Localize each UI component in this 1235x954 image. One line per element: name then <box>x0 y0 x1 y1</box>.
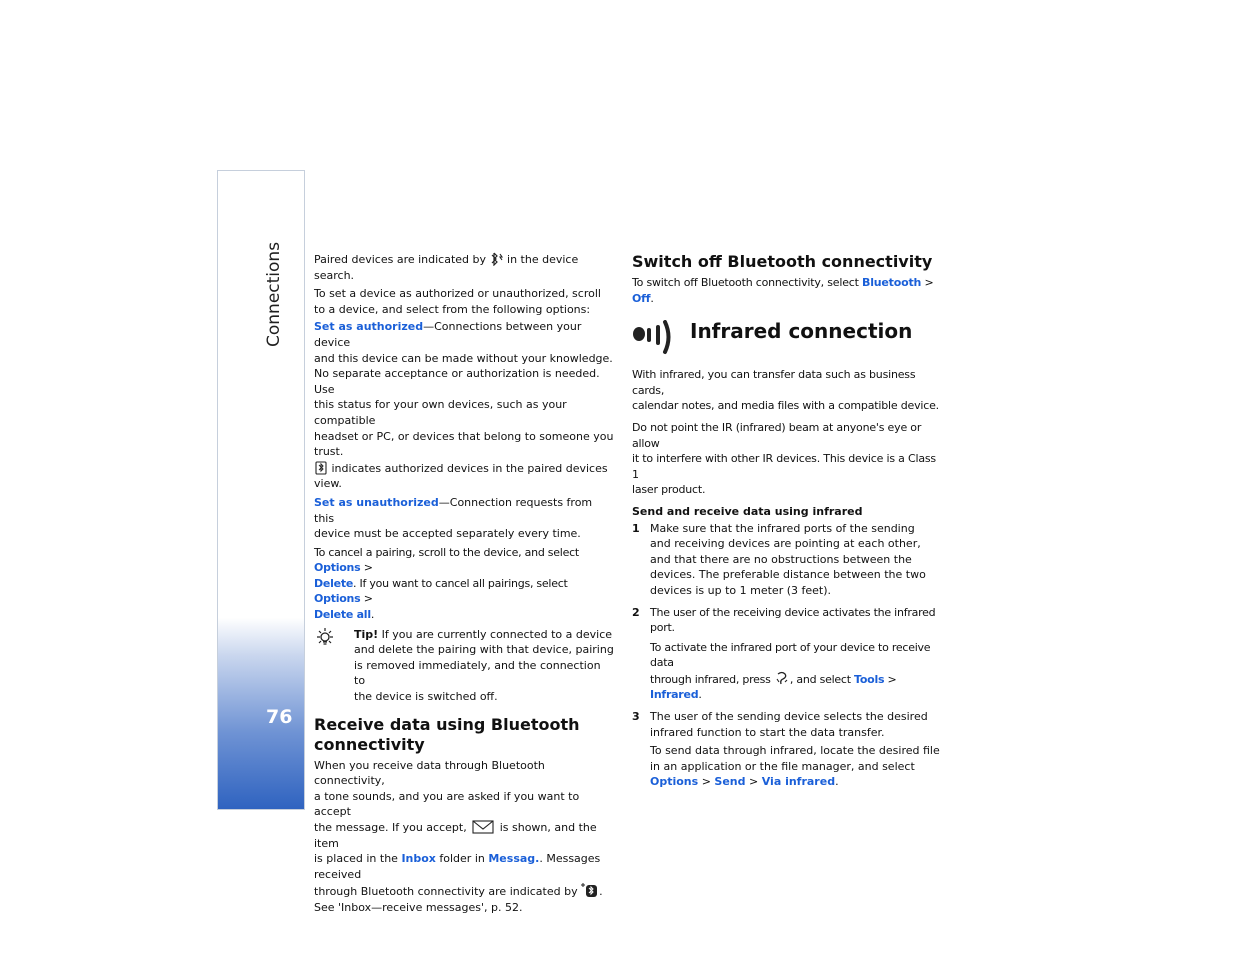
tip-box: Tip! If you are currently connected to a device and delete the pairing with that device, pairing is removed immediately, and the connection to the device is switched off. <box>314 627 614 705</box>
step-1: 1 Make sure that the infrared ports of the sending and receiving devices are pointing at each other, and that there are no obstructions between the devices. The preferable distance between the two devices is up to 1 meter (3 feet). <box>632 521 926 597</box>
cancel-pairing-paragraph: To cancel a pairing, scroll to the device, and select Options > Delete. If you want to cancel all pairings, select Options > Delete all. <box>314 545 579 622</box>
infrared-warning: Do not point the IR (infrared) beam at anyone's eye or allow it to interfere with other IR devices. This device is a Class 1 laser product. <box>632 420 936 497</box>
delete-link[interactable]: Delete <box>314 576 354 590</box>
receive-data-paragraph: When you receive data through Bluetooth connectivity, a tone sounds, and you are asked if you want to accept the message. If you accept, is shown, and the item is placed in the Inbox folder in Messag.. Messages received through Bluetooth connectivity are indicated by . See 'Inbox—receive messages', p. 52. <box>314 758 603 914</box>
paired-device-icon <box>490 252 504 266</box>
infrared-intro: With infrared, you can transfer data such as business cards, calendar notes, and media files with a compatible device. <box>632 368 939 413</box>
infrared-heading-row <box>632 318 942 358</box>
options-link-ir[interactable]: Options <box>650 775 699 789</box>
page-number: 76 <box>266 706 293 728</box>
envelope-icon <box>470 820 496 834</box>
infrared-heading: Infrared connection <box>690 319 913 344</box>
right-column <box>632 252 942 790</box>
step-2: 2 The user of the receiving device activates the infrared port. To activate the infrared port of your device to receive data through infrared, press , and select Tools > Infrared. <box>632 605 936 702</box>
via-infrared-link[interactable]: Via infrared <box>761 775 836 789</box>
send-link[interactable]: Send <box>714 775 746 789</box>
set-unauthorized-link[interactable]: Set as unauthorized <box>314 495 439 509</box>
menu-key-icon <box>774 671 790 686</box>
set-unauthorized-paragraph: Set as unauthorized—Connection requests from this device must be accepted separately every time. <box>314 495 593 541</box>
step-3: 3 The user of the sending device selects the desired infrared function to start the data transfer. To send data through infrared, locate the desired file in an application or the file manager, and select Options > Send > Via infrared. <box>632 710 940 789</box>
tip-lightbulb-icon <box>314 627 336 649</box>
switch-off-heading: Switch off Bluetooth connectivity <box>632 252 933 271</box>
inbox-link[interactable]: Inbox <box>401 852 436 866</box>
off-link[interactable]: Off <box>632 291 651 305</box>
options-link[interactable]: Options <box>314 561 361 575</box>
switch-off-paragraph: To switch off Bluetooth connectivity, select Bluetooth > Off. <box>632 276 934 305</box>
left-column <box>314 252 614 916</box>
messaging-link[interactable]: Messag. <box>488 852 540 866</box>
authorize-intro: To set a device as authorized or unauthorized, scroll to a device, and select from the following options: <box>314 287 601 316</box>
infrared-link[interactable]: Infrared <box>650 688 699 702</box>
options-link-2[interactable]: Options <box>314 592 361 606</box>
authorized-device-icon <box>314 460 328 475</box>
tools-link[interactable]: Tools <box>854 672 885 686</box>
bluetooth-message-icon <box>581 882 599 898</box>
chapter-title: Connections <box>264 241 284 347</box>
send-receive-subheading: Send and receive data using infrared <box>632 504 863 518</box>
paired-devices-paragraph: Paired devices are indicated by in the device search. <box>314 253 579 282</box>
infrared-icon <box>632 320 678 356</box>
set-authorized-link[interactable]: Set as authorized <box>314 320 424 334</box>
receive-data-heading: Receive data using Bluetooth connectivity <box>314 714 580 754</box>
bluetooth-link[interactable]: Bluetooth <box>862 276 922 289</box>
delete-all-link[interactable]: Delete all <box>314 608 371 622</box>
set-authorized-paragraph: Set as authorized—Connections between your device and this device can be made without your knowledge. No separate acceptance or authorization is needed. Use this status for your own devices, such as your compatible headset or PC, or devices that belong to someone you trust. indicates authorized devices in the paired devices view. <box>314 320 614 491</box>
